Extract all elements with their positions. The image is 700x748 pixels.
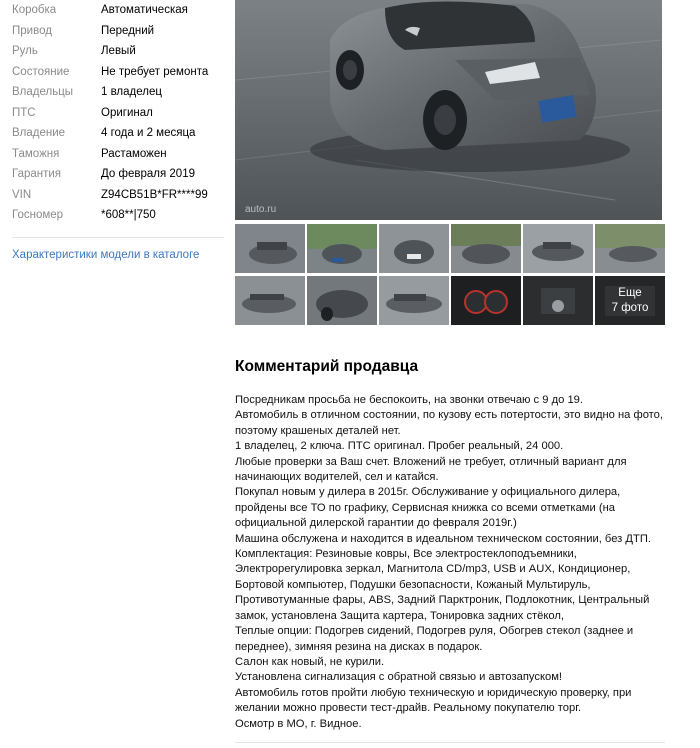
spec-row-owners	[12, 82, 224, 103]
spec-row-vin	[12, 185, 224, 206]
comment-line: начинающих водителей, сел и катайся.	[235, 471, 439, 484]
bottom-divider	[235, 742, 665, 743]
spec-row-condition	[12, 62, 224, 83]
spec-row-customs	[12, 144, 224, 165]
spec-value: Оригинал	[101, 106, 153, 119]
thumbnail-12-more[interactable]	[595, 276, 665, 325]
comment-line: Покупал новым у дилера в 2015г. Обслуживание у официального дилера,	[235, 486, 621, 499]
comment-line: Автомобиль готов пройти любую техническую и юридическую проверку, при	[235, 686, 632, 699]
comment-line: Любые проверки за Ваш счет. Вложений не требует, отличный вариант для	[235, 455, 627, 468]
spec-key: Состояние	[12, 65, 70, 78]
thumbnail-6[interactable]	[595, 224, 665, 273]
spec-value: Растаможен	[101, 147, 167, 160]
specs-table	[12, 0, 224, 226]
spec-value: *608**|750	[101, 209, 156, 221]
comment-line: Посредникам просьба не беспокоить, на звонки отвечаю с 9 до 19.	[235, 394, 583, 406]
thumbnail-7[interactable]	[235, 276, 305, 325]
spec-row-steering	[12, 41, 224, 62]
comment-line: пройдены все ТО по графику, Сервисная книжка со всеми отметками (на	[235, 501, 615, 514]
spec-row-warranty	[12, 164, 224, 185]
spec-key: Таможня	[12, 147, 60, 160]
comment-line: Бортовой компьютер, Подушки безопасности, Кожаный Мультируль,	[235, 578, 591, 591]
thumbnail-3[interactable]	[379, 224, 449, 273]
comment-line: переднее), зимняя резина на дисках в подарок.	[235, 640, 483, 653]
spec-key: Гарантия	[12, 168, 62, 180]
main-car-photo[interactable]	[235, 0, 662, 220]
spec-key: ПТС	[12, 106, 36, 119]
thumbnail-10[interactable]	[451, 276, 521, 325]
comment-line: 1 владелец, 2 ключа. ПТС оригинал. Пробег реальный, 24 000.	[235, 440, 564, 453]
spec-row-pts	[12, 103, 224, 124]
comment-line: Машина обслужена и находится в идеальном техническом состоянии, без ДТП.	[235, 532, 651, 545]
comment-line: Противотуманные фары, ABS, Задний Парктроник, Подлокотник, Центральный	[235, 594, 650, 607]
spec-row-ownership	[12, 123, 224, 144]
spec-key: Владение	[12, 127, 66, 139]
spec-key: VIN	[12, 188, 32, 201]
more-photos-overlay[interactable]	[595, 276, 665, 325]
comment-line: Теплые опции: Подогрев сидений, Подогрев руля, Обогрев стекол (заднее и	[235, 625, 634, 638]
thumbnail-5[interactable]	[523, 224, 593, 273]
comment-line: Комплектация: Резиновые ковры, Все электростеклоподъемники,	[235, 548, 577, 561]
comment-line: поэтому крашеных деталей нет.	[235, 424, 401, 437]
spec-value: Левый	[101, 45, 136, 57]
spec-row-drive	[12, 21, 224, 42]
spec-value: Z94CB51B*FR****99	[101, 188, 208, 201]
thumbnail-1[interactable]	[235, 224, 305, 273]
thumbnail-11[interactable]	[523, 276, 593, 325]
spec-key: Коробка	[12, 4, 57, 16]
spec-key: Привод	[12, 24, 52, 37]
thumbnail-9[interactable]	[379, 276, 449, 325]
spec-value: До февраля 2019	[101, 168, 195, 180]
spec-key: Госномер	[12, 209, 64, 221]
spec-value: 4 года и 2 месяца	[101, 127, 196, 139]
spec-row-transmission	[12, 0, 224, 21]
spec-key: Руль	[12, 45, 38, 57]
thumbnail-strip	[235, 224, 662, 325]
more-photos-line1: Еще	[618, 286, 642, 299]
comment-line: Установлена сигнализация с обратной связью и автозапуском!	[235, 671, 563, 684]
car-photo-illustration	[235, 0, 662, 220]
spec-value: Не требует ремонта	[101, 65, 209, 78]
thumbnail-2[interactable]	[307, 224, 377, 273]
comment-line: Автомобиль в отличном состоянии, по кузову есть потертости, это видно на фото,	[235, 409, 664, 422]
more-photos-line2: 7 фото	[611, 301, 649, 314]
seller-comment-title: Комментарий продавца	[235, 358, 419, 375]
spec-row-plate	[12, 205, 224, 226]
specs-divider	[12, 237, 224, 238]
watermark-text: auto.ru	[245, 204, 277, 215]
spec-value: Передний	[101, 24, 155, 37]
thumbnail-4[interactable]	[451, 224, 521, 273]
spec-key: Владельцы	[12, 86, 74, 98]
model-catalog-link[interactable]: Характеристики модели в каталоге	[12, 249, 200, 261]
comment-line: Электрорегулировка зеркал, Магнитола CD/mp3, USB и AUX, Кондиционер,	[235, 563, 631, 576]
spec-value: Автоматическая	[101, 4, 188, 16]
comment-line: замок, установлена Защита картера, Тонировка задних стёкол,	[235, 609, 565, 622]
comment-line: Салон как новый, не курили.	[235, 655, 385, 668]
seller-comment-body	[235, 393, 665, 732]
spec-value: 1 владелец	[101, 86, 162, 98]
thumbnail-8[interactable]	[307, 276, 377, 325]
comment-line: желании можно провести тест-драйв. Реальному покупателю торг.	[235, 702, 582, 715]
comment-line: официальной дилерской гарантии до февраля 2019г.)	[235, 517, 517, 530]
comment-line: Осмотр в МО, г. Видное.	[235, 717, 362, 730]
